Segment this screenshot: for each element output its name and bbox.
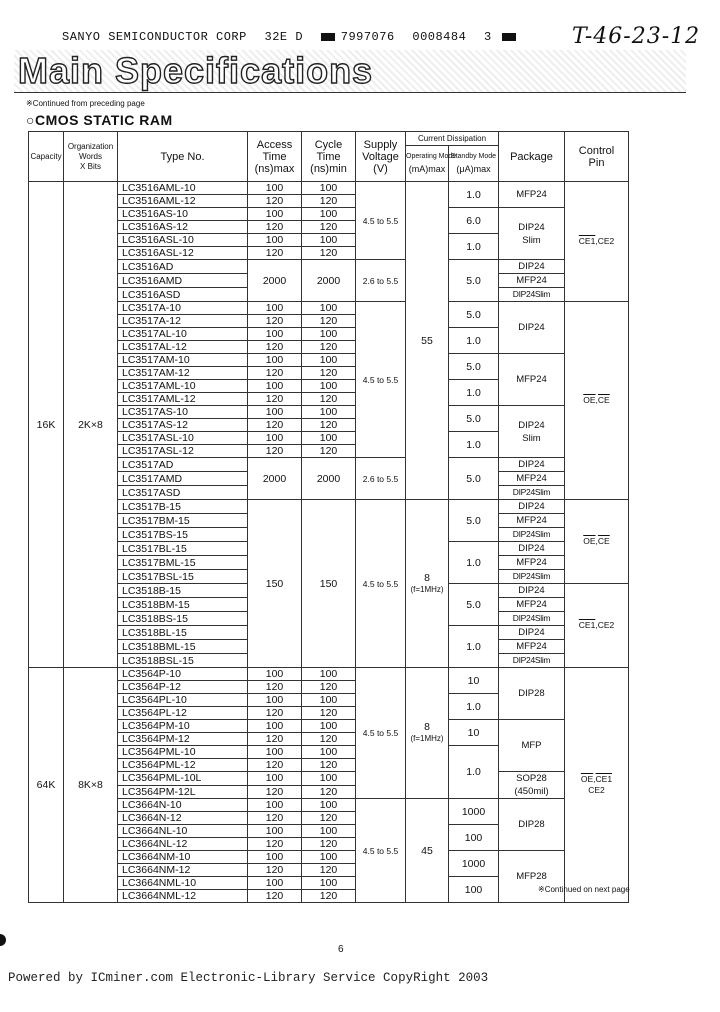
type-no: LC3517A-10 <box>118 302 248 315</box>
type-no: LC3518BS-15 <box>118 612 248 626</box>
type-no: LC3564PML-10L <box>118 772 248 786</box>
type-no: LC3564PM-12 <box>118 733 248 746</box>
cycle-time: 100 <box>302 432 356 445</box>
type-no: LC3664N-10 <box>118 799 248 812</box>
access-time: 100 <box>248 406 302 419</box>
header-number-3: 3 <box>484 30 492 44</box>
col-supply-voltage: Supply Voltage (V) <box>356 132 406 182</box>
standby-mode: 1000 <box>449 851 499 877</box>
operating-mode-55: 55 <box>406 182 449 500</box>
package-dip28: DIP28 <box>499 668 565 720</box>
package-dip24slim: DIP24Slim <box>499 612 565 626</box>
type-no: LC3517AM-10 <box>118 354 248 367</box>
capacity-16k: 16K <box>29 182 64 668</box>
package-dip24: DIP24 <box>499 302 565 354</box>
type-no: LC3516ASL-10 <box>118 234 248 247</box>
table-row <box>29 302 687 315</box>
type-no: LC3517AMD <box>118 472 248 486</box>
access-time: 120 <box>248 759 302 772</box>
package-mfp24: MFP24 <box>499 274 565 288</box>
package-dip24: DIP24 <box>499 500 565 514</box>
standby-mode: 1.0 <box>449 542 499 584</box>
type-no: LC3518BM-15 <box>118 598 248 612</box>
operating-mode-8: 8 (f=1MHz) <box>406 500 449 668</box>
package-mfp24: MFP24 <box>499 514 565 528</box>
cycle-time: 120 <box>302 812 356 825</box>
access-time: 100 <box>248 328 302 341</box>
continued-next-note: ※Continued on next page <box>538 885 630 894</box>
col-control-pin: Control Pin <box>565 132 629 182</box>
package-dip24slim: DIP24Slim <box>499 570 565 584</box>
standby-mode: 1.0 <box>449 626 499 668</box>
type-no: LC3517BML-15 <box>118 556 248 570</box>
type-no: LC3564PM-12L <box>118 785 248 799</box>
standby-mode: 1.0 <box>449 432 499 458</box>
supply-voltage: 4.5 to 5.5 <box>356 302 406 458</box>
access-time: 2000 <box>248 260 302 302</box>
type-no: LC3518BL-15 <box>118 626 248 640</box>
access-time: 120 <box>248 707 302 720</box>
type-no: LC3517ASL-12 <box>118 445 248 458</box>
standby-mode: 5.0 <box>449 260 499 302</box>
table-row <box>29 668 687 681</box>
type-no: LC3517BL-15 <box>118 542 248 556</box>
cycle-time: 120 <box>302 759 356 772</box>
col-standby-mode: Standby Mode (μA)max <box>449 146 499 182</box>
cycle-time: 100 <box>302 694 356 707</box>
access-time: 100 <box>248 380 302 393</box>
type-no: LC3517BM-15 <box>118 514 248 528</box>
cycle-time: 100 <box>302 799 356 812</box>
operating-mode-8: 8 (f=1MHz) <box>406 668 449 799</box>
col-type-no: Type No. <box>118 132 248 182</box>
type-no: LC3517A-12 <box>118 315 248 328</box>
cycle-time: 100 <box>302 234 356 247</box>
type-no: LC3516AML-12 <box>118 195 248 208</box>
type-no: LC3664NML-10 <box>118 877 248 890</box>
organization-8kx8: 8K×8 <box>64 668 118 903</box>
access-time: 120 <box>248 445 302 458</box>
type-no: LC3664NM-12 <box>118 864 248 877</box>
package-dip24: DIP24 <box>499 542 565 556</box>
cycle-time: 120 <box>302 785 356 799</box>
type-no: LC3517AL-12 <box>118 341 248 354</box>
access-time: 100 <box>248 799 302 812</box>
type-no: LC3517B-15 <box>118 500 248 514</box>
access-time: 120 <box>248 785 302 799</box>
table-row <box>29 500 687 514</box>
package-mfp24: MFP24 <box>499 472 565 486</box>
cycle-time: 120 <box>302 393 356 406</box>
standby-mode: 5.0 <box>449 406 499 432</box>
access-time: 100 <box>248 354 302 367</box>
type-no: LC3664NM-10 <box>118 851 248 864</box>
cycle-time: 120 <box>302 838 356 851</box>
cycle-time: 100 <box>302 668 356 681</box>
control-pin-oe-ce: $\overline{OE},\overline{CE}$ <box>565 302 629 500</box>
page-header <box>62 30 522 44</box>
access-time: 100 <box>248 746 302 759</box>
title-banner <box>14 50 686 93</box>
access-time: 100 <box>248 720 302 733</box>
access-time: 120 <box>248 367 302 380</box>
access-time: 100 <box>248 234 302 247</box>
type-no: LC3516ASD <box>118 288 248 302</box>
package-dip24-slim: DIP24 Slim <box>499 208 565 260</box>
type-no: LC3564P-12 <box>118 681 248 694</box>
handwritten-note: T-46-23-12 <box>572 24 701 49</box>
type-no: LC3664N-12 <box>118 812 248 825</box>
type-no: LC3516AD <box>118 260 248 274</box>
standby-mode: 100 <box>449 877 499 903</box>
col-cycle-time: Cycle Time (ns)min <box>302 132 356 182</box>
package-mfp24: MFP24 <box>499 598 565 612</box>
cycle-time: 120 <box>302 195 356 208</box>
supply-voltage: 2.6 to 5.5 <box>356 458 406 500</box>
access-time: 100 <box>248 302 302 315</box>
cycle-time: 100 <box>302 354 356 367</box>
standby-mode: 1000 <box>449 799 499 825</box>
operating-mode-45: 45 <box>406 799 449 903</box>
package-mfp: MFP <box>499 720 565 772</box>
header-number-2: 0008484 <box>412 30 467 44</box>
access-time: 120 <box>248 221 302 234</box>
package-dip24-slim: DIP24 Slim <box>499 406 565 458</box>
type-no: LC3564PM-10 <box>118 720 248 733</box>
type-no: LC3517BS-15 <box>118 528 248 542</box>
access-time: 100 <box>248 432 302 445</box>
type-no: LC3517AS-12 <box>118 419 248 432</box>
access-time: 2000 <box>248 458 302 500</box>
header-number-1: 7997076 <box>340 30 395 44</box>
cycle-time: 100 <box>302 825 356 838</box>
cycle-time: 120 <box>302 221 356 234</box>
company-name: SANYO SEMICONDUCTOR CORP <box>62 30 247 44</box>
type-no: LC3516AS-10 <box>118 208 248 221</box>
access-time: 100 <box>248 851 302 864</box>
type-no: LC3517AS-10 <box>118 406 248 419</box>
package-dip24slim: DIP24Slim <box>499 528 565 542</box>
page-mark: 6 <box>338 944 344 955</box>
cycle-time: 100 <box>302 720 356 733</box>
type-no: LC3517ASL-10 <box>118 432 248 445</box>
package-sop28: SOP28 (450mil) <box>499 772 565 799</box>
footer-credit: Powered by ICminer.com Electronic-Library Service CopyRight 2003 <box>8 971 489 985</box>
cycle-time: 100 <box>302 746 356 759</box>
cycle-time: 100 <box>302 406 356 419</box>
cycle-time: 120 <box>302 864 356 877</box>
spec-table <box>28 131 687 903</box>
type-no: LC3516AS-12 <box>118 221 248 234</box>
cycle-time: 2000 <box>302 260 356 302</box>
cycle-time: 120 <box>302 315 356 328</box>
access-time: 120 <box>248 890 302 903</box>
standby-mode: 1.0 <box>449 694 499 720</box>
access-time: 120 <box>248 341 302 354</box>
type-no: LC3518BML-15 <box>118 640 248 654</box>
col-organization: Organization Words X Bits <box>64 132 118 182</box>
type-no: LC3517AL-10 <box>118 328 248 341</box>
standby-mode: 5.0 <box>449 500 499 542</box>
page-dot-icon <box>0 934 6 946</box>
type-no: LC3564PL-12 <box>118 707 248 720</box>
cycle-time: 100 <box>302 877 356 890</box>
col-package: Package <box>499 132 565 182</box>
access-time: 120 <box>248 393 302 406</box>
type-no: LC3564PML-12 <box>118 759 248 772</box>
type-no: LC3564PL-10 <box>118 694 248 707</box>
col-access-time: Access Time (ns)max <box>248 132 302 182</box>
supply-voltage: 4.5 to 5.5 <box>356 182 406 260</box>
type-no: LC3517BSL-15 <box>118 570 248 584</box>
type-no: LC3664NL-10 <box>118 825 248 838</box>
type-no: LC3517AD <box>118 458 248 472</box>
type-no: LC3516AML-10 <box>118 182 248 195</box>
cycle-time: 100 <box>302 302 356 315</box>
type-no: LC3564PML-10 <box>118 746 248 759</box>
cycle-time: 100 <box>302 380 356 393</box>
access-time: 100 <box>248 694 302 707</box>
continued-from-note: ※Continued from preceding page <box>26 99 145 108</box>
standby-mode: 5.0 <box>449 302 499 328</box>
cycle-time: 100 <box>302 851 356 864</box>
access-time: 120 <box>248 864 302 877</box>
access-time: 120 <box>248 681 302 694</box>
standby-mode: 5.0 <box>449 584 499 626</box>
cycle-time: 120 <box>302 367 356 380</box>
access-time: 100 <box>248 877 302 890</box>
table-row <box>29 182 687 195</box>
access-time: 100 <box>248 182 302 195</box>
section-title: ○CMOS STATIC RAM <box>26 112 173 128</box>
type-no: LC3664NML-12 <box>118 890 248 903</box>
type-no: LC3664NL-12 <box>118 838 248 851</box>
standby-mode: 1.0 <box>449 746 499 799</box>
standby-mode: 10 <box>449 720 499 746</box>
cycle-time: 120 <box>302 890 356 903</box>
package-dip24slim: DIP24Slim <box>499 288 565 302</box>
standby-mode: 10 <box>449 668 499 694</box>
package-dip24: DIP24 <box>499 626 565 640</box>
cycle-time: 120 <box>302 681 356 694</box>
package-mfp24: MFP24 <box>499 354 565 406</box>
package-dip24: DIP24 <box>499 458 565 472</box>
package-dip28: DIP28 <box>499 799 565 851</box>
type-no: LC3517ASD <box>118 486 248 500</box>
package-dip24slim: DIP24Slim <box>499 486 565 500</box>
control-pin-oe-ce1-ce2: $\overline{OE},CE1$ CE2 <box>565 668 629 903</box>
cycle-time: 120 <box>302 445 356 458</box>
organization-2kx8: 2K×8 <box>64 182 118 668</box>
type-no: LC3517AM-12 <box>118 367 248 380</box>
col-capacity: Capacity <box>29 132 64 182</box>
package-dip24slim: DIP24Slim <box>499 654 565 668</box>
package-mfp24: MFP24 <box>499 640 565 654</box>
cycle-time: 100 <box>302 182 356 195</box>
package-dip24: DIP24 <box>499 584 565 598</box>
package-mfp28: MFP28 <box>499 851 565 903</box>
access-time: 100 <box>248 208 302 221</box>
col-operating-mode: Operating Mode (mA)max <box>406 146 449 182</box>
type-no: LC3518BSL-15 <box>118 654 248 668</box>
access-time: 120 <box>248 812 302 825</box>
package-dip24: DIP24 <box>499 260 565 274</box>
standby-mode: 5.0 <box>449 458 499 500</box>
cycle-time: 120 <box>302 733 356 746</box>
col-current-dissipation: Current Dissipation <box>406 132 499 146</box>
standby-mode: 5.0 <box>449 354 499 380</box>
standby-mode: 6.0 <box>449 208 499 234</box>
package-mfp24: MFP24 <box>499 182 565 208</box>
control-pin-ce1-ce2: CE1,CE2 <box>565 182 629 302</box>
header-code: 32E D <box>264 30 304 44</box>
cycle-time: 150 <box>302 500 356 668</box>
access-time: 120 <box>248 733 302 746</box>
cycle-time: 100 <box>302 208 356 221</box>
standby-mode: 100 <box>449 825 499 851</box>
standby-mode: 1.0 <box>449 328 499 354</box>
black-block-icon <box>502 33 516 41</box>
supply-voltage: 2.6 to 5.5 <box>356 260 406 302</box>
type-no: LC3516AMD <box>118 274 248 288</box>
package-mfp24: MFP24 <box>499 556 565 570</box>
access-time: 120 <box>248 247 302 260</box>
cycle-time: 100 <box>302 328 356 341</box>
access-time: 100 <box>248 772 302 786</box>
standby-mode: 1.0 <box>449 234 499 260</box>
type-no: LC3518B-15 <box>118 584 248 598</box>
page-title: Main Specifications <box>18 50 374 91</box>
cycle-time: 120 <box>302 707 356 720</box>
standby-mode: 1.0 <box>449 182 499 208</box>
cycle-time: 100 <box>302 772 356 786</box>
standby-mode: 1.0 <box>449 380 499 406</box>
capacity-64k: 64K <box>29 668 64 903</box>
control-pin-ce1-ce2: CE1,CE2 <box>565 584 629 668</box>
access-time: 120 <box>248 195 302 208</box>
control-pin-oe-ce: $\overline{OE},\overline{CE}$ <box>565 500 629 584</box>
type-no: LC3517AML-12 <box>118 393 248 406</box>
access-time: 100 <box>248 668 302 681</box>
black-block-icon <box>321 33 335 41</box>
supply-voltage: 4.5 to 5.5 <box>356 799 406 903</box>
cycle-time: 120 <box>302 419 356 432</box>
type-no: LC3564P-10 <box>118 668 248 681</box>
type-no: LC3517AML-10 <box>118 380 248 393</box>
type-no: LC3516ASL-12 <box>118 247 248 260</box>
access-time: 120 <box>248 419 302 432</box>
cycle-time: 120 <box>302 341 356 354</box>
access-time: 100 <box>248 825 302 838</box>
supply-voltage: 4.5 to 5.5 <box>356 500 406 668</box>
access-time: 120 <box>248 315 302 328</box>
cycle-time: 120 <box>302 247 356 260</box>
access-time: 120 <box>248 838 302 851</box>
supply-voltage: 4.5 to 5.5 <box>356 668 406 799</box>
access-time: 150 <box>248 500 302 668</box>
cycle-time: 2000 <box>302 458 356 500</box>
